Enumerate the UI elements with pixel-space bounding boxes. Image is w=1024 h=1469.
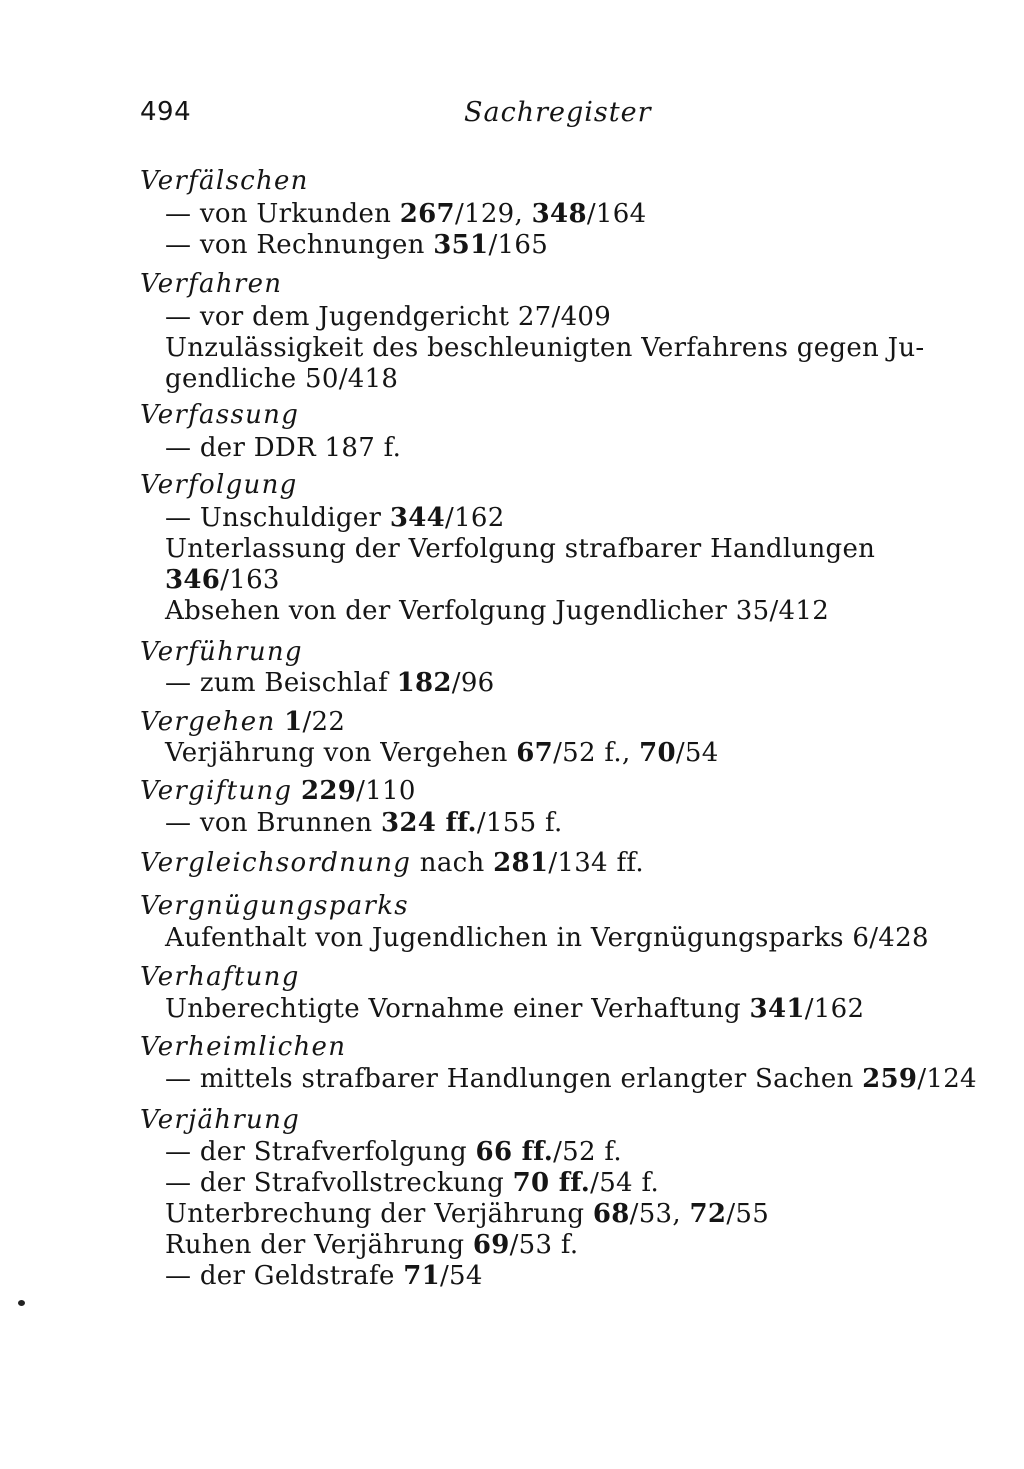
running-head: Sachregister (464, 97, 652, 128)
index-subentry: — Unschuldiger 344/162 (165, 503, 505, 533)
index-subentry-continued: 346/163 (165, 565, 280, 595)
index-term-verfassung: Verfassung (140, 400, 300, 430)
page-number: 494 (140, 97, 192, 127)
index-subentry: Aufenthalt von Jugendlichen in Vergnügungsparks 6/428 (165, 923, 929, 953)
index-term-vergnuegungsparks: Vergnügungsparks (140, 891, 409, 921)
index-subentry-continued: gendliche 50/418 (165, 364, 399, 394)
index-term-verfolgung: Verfolgung (140, 470, 298, 500)
index-subentry: — der Geldstrafe 71/54 (165, 1261, 483, 1291)
index-subentry: — der DDR 187 f. (165, 433, 402, 463)
index-subentry: Unzulässigkeit des beschleunigten Verfahrens gegen Ju- (165, 333, 925, 363)
index-subentry: — der Strafverfolgung 66 ff./52 f. (165, 1137, 622, 1167)
index-term-verfaelschen: Verfälschen (140, 166, 309, 196)
index-subentry: Unterlassung der Verfolgung strafbarer Handlungen (165, 534, 876, 564)
index-term-verfuehrung: Verführung (140, 637, 303, 667)
index-subentry: — von Urkunden 267/129, 348/164 (165, 199, 647, 229)
index-subentry: Absehen von der Verfolgung Jugendlicher 35/412 (165, 596, 830, 626)
index-term-verhaftung: Verhaftung (140, 962, 300, 992)
index-term-verjaehrung: Verjährung (140, 1105, 301, 1135)
scan-speck (18, 1300, 25, 1306)
index-subentry: — von Rechnungen 351/165 (165, 230, 549, 260)
index-subentry: Unberechtigte Vornahme einer Verhaftung 341/162 (165, 994, 865, 1024)
index-term-verheimlichen: Verheimlichen (140, 1032, 347, 1062)
index-term-vergehen: Vergehen 1/22 (140, 707, 346, 737)
index-subentry: — der Strafvollstreckung 70 ff./54 f. (165, 1168, 660, 1198)
index-subentry: Verjährung von Vergehen 67/52 f., 70/54 (165, 738, 719, 768)
index-subentry: — von Brunnen 324 ff./155 f. (165, 808, 563, 838)
index-term-vergiftung: Vergiftung 229/110 (140, 776, 416, 806)
index-subentry: Ruhen der Verjährung 69/53 f. (165, 1230, 579, 1260)
index-subentry: — vor dem Jugendgericht 27/409 (165, 302, 612, 332)
index-subentry: — mittels strafbarer Handlungen erlangter Sachen 259/124 (165, 1064, 977, 1094)
index-subentry: Unterbrechung der Verjährung 68/53, 72/55 (165, 1199, 770, 1229)
index-term-verfahren: Verfahren (140, 269, 283, 299)
index-subentry: — zum Beischlaf 182/96 (165, 668, 495, 698)
index-term-vergleichsordnung: Vergleichsordnung nach 281/134 ff. (140, 848, 644, 878)
